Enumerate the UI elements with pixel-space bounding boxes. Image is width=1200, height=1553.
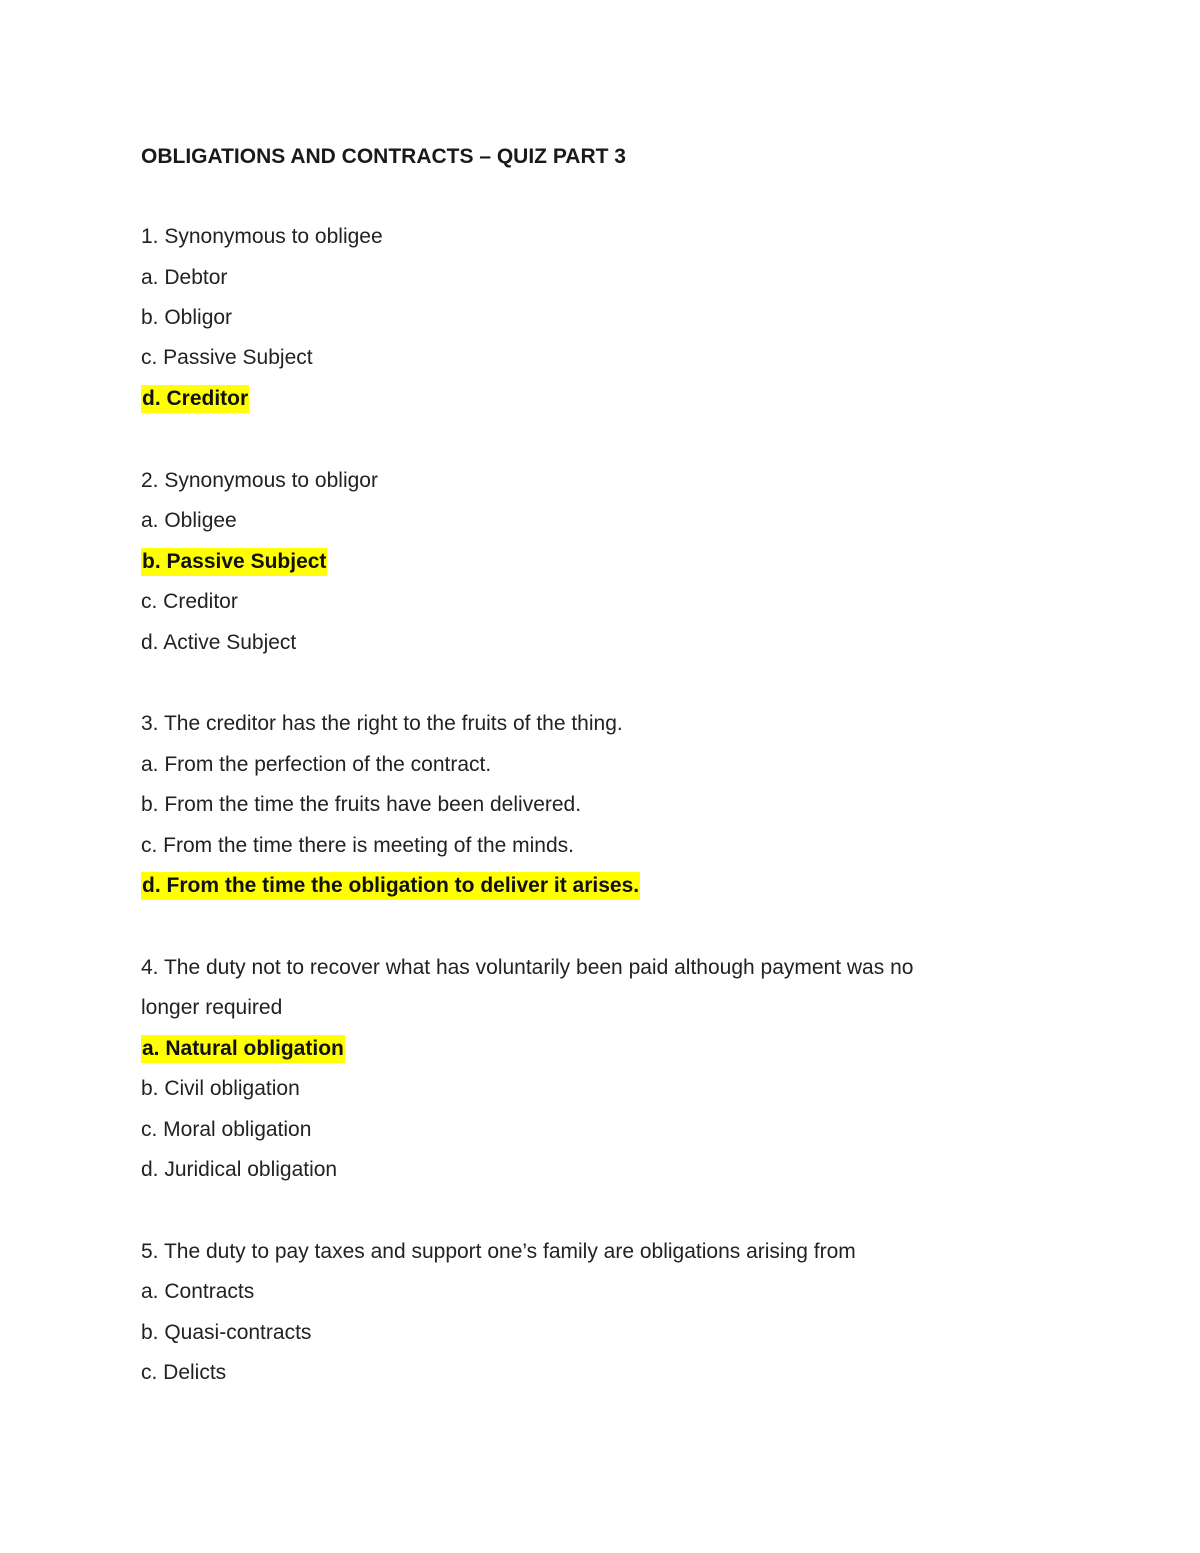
q4-option-c: c. Moral obligation: [141, 1118, 312, 1141]
q3-answer-highlighted: [141, 873, 640, 899]
q5-option-a: a. Contracts: [141, 1280, 255, 1303]
q3-option-d: d. From the time the obligation to deliver it arises.: [141, 872, 640, 900]
q2-option-c: c. Creditor: [141, 590, 238, 613]
q2-option-b: b. Passive Subject: [141, 548, 327, 576]
q3-option-a: a. From the perfection of the contract.: [141, 753, 492, 776]
q2-answer-highlighted: [141, 549, 327, 575]
question-4-line-1: 4. The duty not to recover what has voluntarily been paid although payment was no: [141, 956, 914, 979]
question-1: 1. Synonymous to obligee: [141, 225, 383, 248]
q5-option-c: c. Delicts: [141, 1361, 227, 1384]
q1-answer-highlighted: [141, 386, 249, 412]
q3-option-c: c. From the time there is meeting of the minds.: [141, 834, 575, 857]
question-2: 2. Synonymous to obligor: [141, 469, 378, 492]
q1-option-b: b. Obligor: [141, 306, 233, 329]
q1-option-c: c. Passive Subject: [141, 346, 313, 369]
q1-option-a: a. Debtor: [141, 266, 228, 289]
document-title: OBLIGATIONS AND CONTRACTS – QUIZ PART 3: [141, 145, 626, 168]
q2-option-d: d. Active Subject: [141, 631, 297, 654]
q4-option-b: b. Civil obligation: [141, 1077, 300, 1100]
q1-option-d: d. Creditor: [141, 385, 249, 413]
question-3: 3. The creditor has the right to the fruits of the thing.: [141, 712, 623, 735]
q4-answer-highlighted: [141, 1036, 345, 1062]
q3-option-b: b. From the time the fruits have been delivered.: [141, 793, 582, 816]
q5-option-b: b. Quasi-contracts: [141, 1321, 312, 1344]
question-5: 5. The duty to pay taxes and support one’s family are obligations arising from: [141, 1240, 856, 1263]
q4-option-d: d. Juridical obligation: [141, 1158, 338, 1181]
q4-option-a: a. Natural obligation: [141, 1035, 345, 1063]
q2-option-a: a. Obligee: [141, 509, 237, 532]
question-4-line-2: longer required: [141, 996, 283, 1019]
